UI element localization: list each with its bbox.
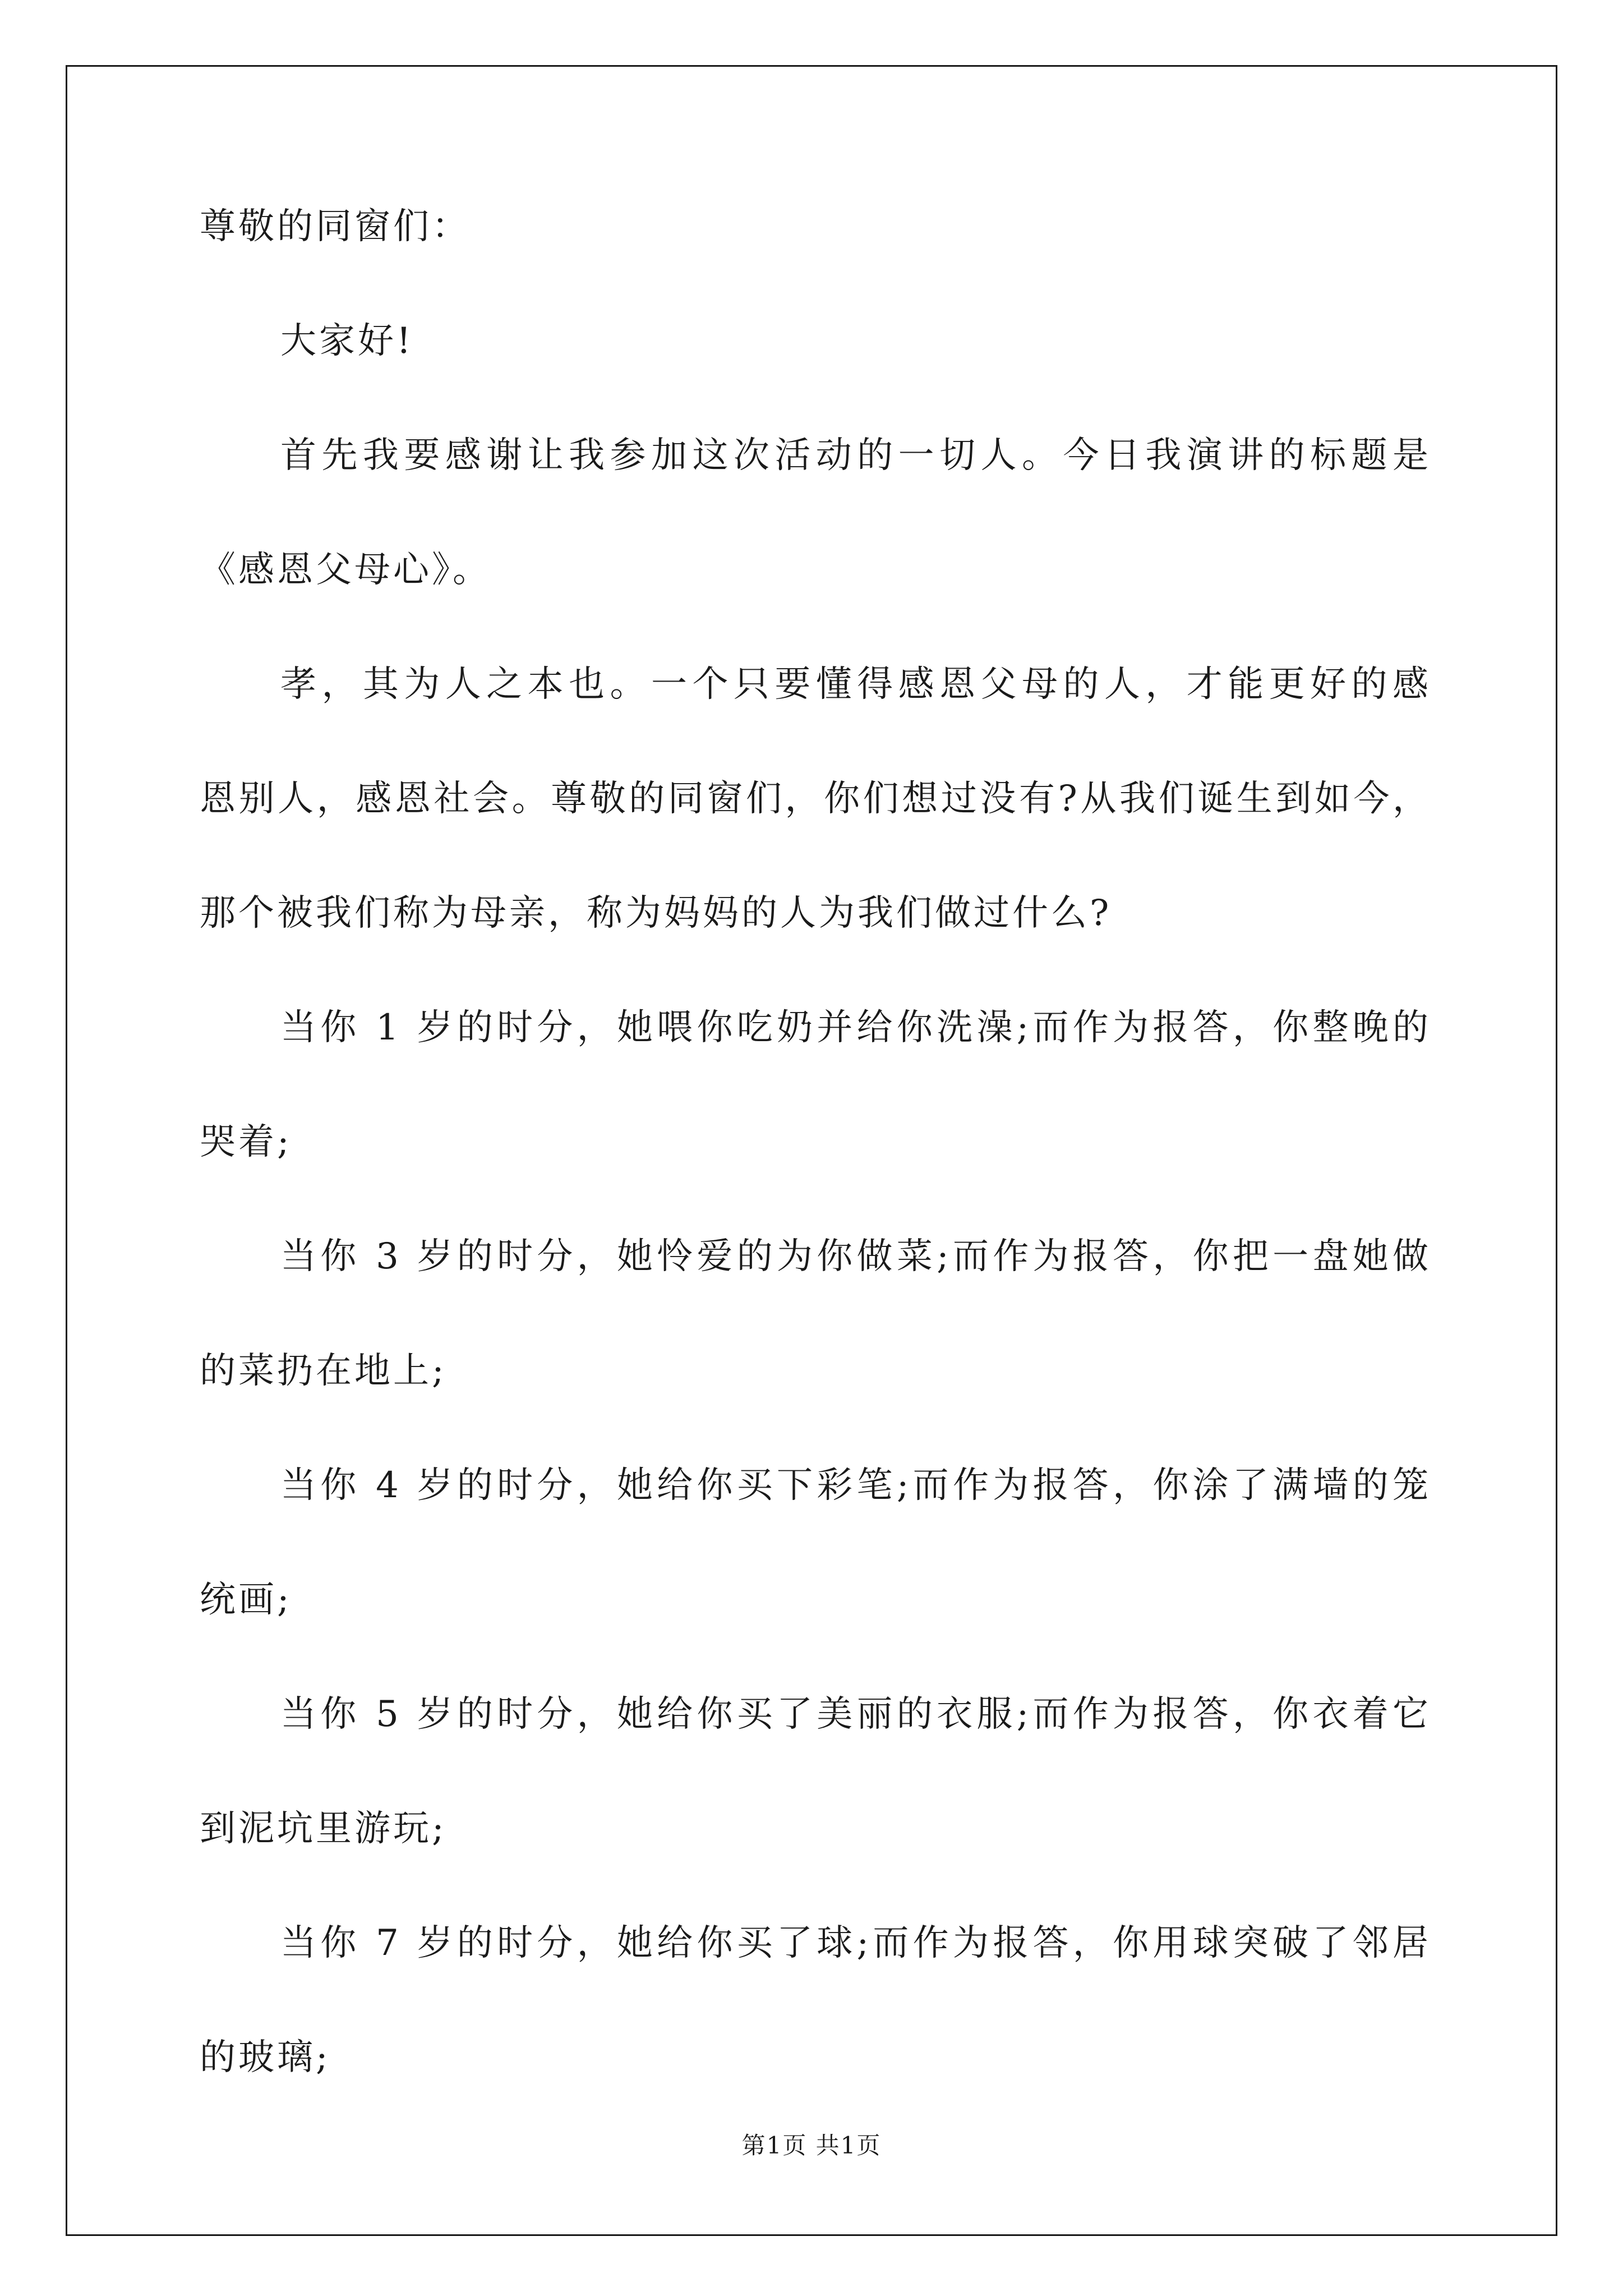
paragraph-age-1 xyxy=(200,1002,1431,1168)
paragraph-age-4 xyxy=(200,1460,1431,1626)
text-line: 那个被我们称为母亲，称为妈妈的人为我们做过什么? xyxy=(200,892,1112,934)
page-number-footer: 第1页 共1页 xyxy=(741,2132,882,2159)
text-line: 恩别人，感恩社会。尊敬的同窗们，你们想过没有?从我们诞生到如今， xyxy=(200,778,1431,820)
document-body xyxy=(200,201,1431,2083)
text-line: 当你 3 岁的时分，她怜爱的为你做菜;而作为报答，你把一盘她做 xyxy=(280,1236,1431,1277)
text-line: 孝，其为人之本也。一个只要懂得感恩父母的人，才能更好的感 xyxy=(280,664,1431,705)
paragraph-age-3 xyxy=(200,1231,1431,1397)
text-line: 当你 7 岁的时分，她给你买了球;而作为报答，你用球突破了邻居 xyxy=(280,1922,1431,1964)
text-line: 到泥坑里游玩; xyxy=(200,1808,447,1849)
text-line: 的菜扔在地上; xyxy=(200,1350,447,1392)
paragraph-age-7 xyxy=(200,1917,1431,2083)
paragraph-intro xyxy=(200,430,1431,596)
paragraph-age-5 xyxy=(200,1688,1431,1855)
text-line: 哭着; xyxy=(200,1121,292,1163)
text-line: 尊敬的同窗们： xyxy=(200,206,471,247)
text-line: 当你 1 岁的时分，她喂你吃奶并给你洗澡;而作为报答，你整晚的 xyxy=(280,1007,1431,1048)
text-line: 《感恩父母心》。 xyxy=(200,549,491,591)
text-line: 大家好! xyxy=(280,320,414,362)
text-line: 的玻璃; xyxy=(200,2037,331,2078)
text-line: 统画; xyxy=(200,1579,292,1621)
salutation xyxy=(200,201,1431,252)
text-line: 首先我要感谢让我参加这次活动的一切人。今日我演讲的标题是 xyxy=(280,435,1431,476)
greeting xyxy=(200,315,1431,367)
text-line: 当你 5 岁的时分，她给你买了美丽的衣服;而作为报答，你衣着它 xyxy=(280,1694,1431,1735)
text-line: 当你 4 岁的时分，她给你买下彩笔;而作为报答，你涂了满墙的笼 xyxy=(280,1465,1431,1506)
paragraph-filial-piety xyxy=(200,659,1431,939)
